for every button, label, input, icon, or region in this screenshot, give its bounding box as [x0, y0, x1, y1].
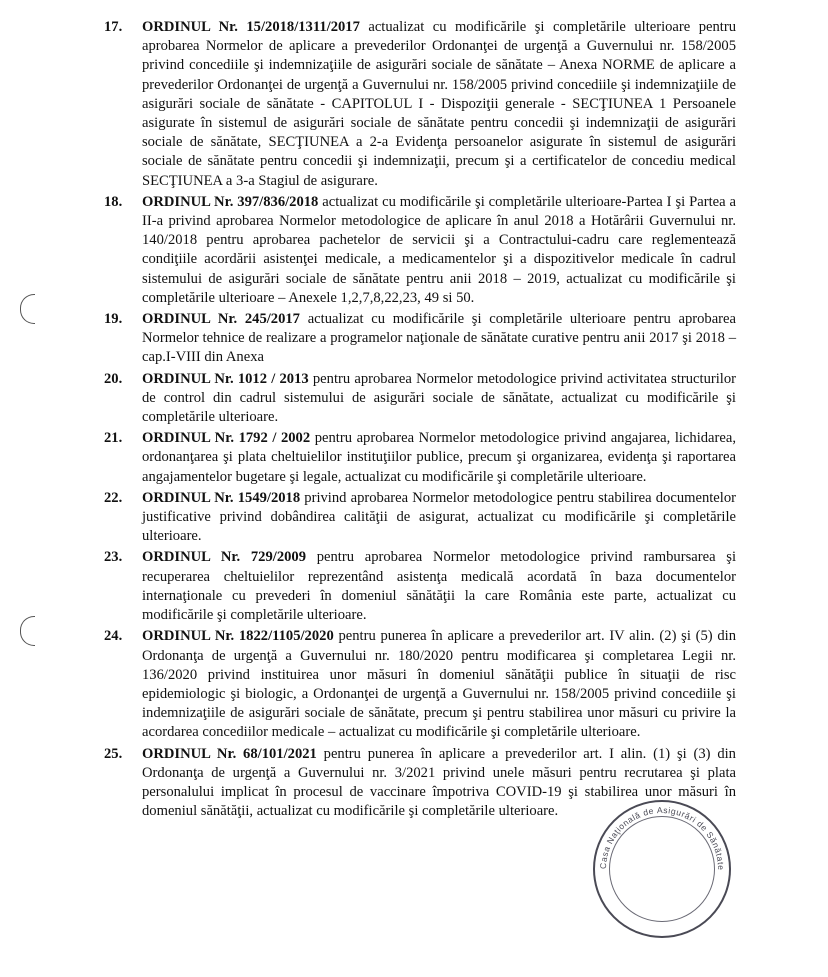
- stamp-inner-ring: [609, 816, 715, 922]
- orders-list: [104, 18, 736, 823]
- item-number: 19.: [104, 311, 123, 328]
- item-number: 21.: [104, 430, 123, 447]
- order-title: ORDINUL Nr. 68/101/2021: [142, 745, 317, 762]
- order-title: ORDINUL Nr. 1822/1105/2020: [142, 628, 334, 645]
- order-title: ORDINUL Nr. 729/2009: [142, 549, 307, 566]
- order-description: actualizat cu modificările şi completările ulterioare-Partea I şi Partea a II-a privind aprobarea Normelor metodologice de aplicare în anul 2018 a Hotărârii Guvernului nr. 140/2018 pentru aprobarea pachetelor de servicii şi a Contractului-cadru care reglementează condiţiile acordării asistenţei medicale, a medicamentelor şi a dispozitivelor medicale în cadrul sistemului de asigurări sociale de sănătate pentru anii 2018 – 2019, actualizat cu modificările şi completările ulterioare – Anexele 1,2,7,8,22,23, 49 si 50.: [142, 193, 736, 306]
- item-number: 25.: [104, 745, 123, 762]
- item-number: 17.: [104, 19, 123, 35]
- order-description: pentru punerea în aplicare a prevederilor art. I alin. (1) şi (3) din Ordonanţa de urgenţă a Guvernului nr. 3/2021 privind unele măsuri pentru recrutarea şi plata personalului implicat în procesul de vaccinare împotriva COVID-19 şi stabilirea unor măsuri în domeniul sănătăţii, actualizat cu modificările şi completările ulterioare.: [142, 745, 736, 820]
- order-description: pentru aprobarea Normelor metodologice privind activitatea structurilor de control din cadrul sistemului de asigurări sociale de sănătate, actualizat cu modificările şi completările ulterioare.: [142, 370, 736, 426]
- item-number: 18.: [104, 193, 123, 210]
- list-item: [104, 429, 736, 487]
- order-title: ORDINUL Nr. 15/2018/1311/2017: [142, 19, 360, 35]
- item-number: 22.: [104, 489, 123, 506]
- order-description: pentru aprobarea Normelor metodologice privind rambursarea şi recuperarea cheltuielilor reprezentând asistenţa medicală acordată în baza documentelor internaţionale cu prevederi în domeniul sănătăţii la care România este parte, actualizat cu modificările şi completările ulterioare.: [142, 549, 737, 624]
- order-description: actualizat cu modificările şi completările ulterioare pentru aprobarea Normelor de aplicare a prevederilor Ordonanţei de urgenţă a Guvernului nr. 158/2005 privind concediile şi indemnizaţiile de asigurări sociale de sănătate – Anexa NORME de aplicare a prevederilor Ordonanţei de urgenţă a Guvernului nr. 158/2005 privind concediile şi indemnizaţiile de asigurări sociale de sănătate - CAPITOLUL I - Dispoziţii generale - SECŢIUNEA 1 Persoanele asigurate în sistemul de asigurări sociale de sănătate pentru concedii şi indemnizaţii de asigurări sociale de sănătate, SECŢIUNEA a 2-a Evidenţa persoanelor asigurate în sistemul de asigurări sociale de sănătate pentru concedii şi indemnizaţii, precum şi a certificatelor de concediu medical SECŢIUNEA a 3-a Stagiul de asigurare.: [142, 19, 736, 189]
- list-item: [104, 193, 736, 308]
- order-title: ORDINUL Nr. 245/2017: [142, 311, 300, 328]
- item-number: 20.: [104, 370, 123, 387]
- list-item: [104, 370, 736, 428]
- item-number: 23.: [104, 549, 123, 566]
- order-description: pentru aprobarea Normelor metodologice privind angajarea, lichidarea, ordonanţarea şi plata cheltuielilor instituţiilor publice, precum şi organizarea, evidenţa şi raportarea angajamentelor bugetare şi legale, actualizat cu modificările şi completările ulterioare.: [142, 430, 736, 485]
- punch-hole-mark: [20, 294, 35, 324]
- stamp-text: Casa Naţională de Asigurări de Sănătate: [597, 804, 727, 871]
- order-title: ORDINUL Nr. 1549/2018: [142, 489, 301, 506]
- list-item: [104, 489, 736, 547]
- list-item: [104, 310, 736, 368]
- punch-hole-mark: [20, 616, 35, 646]
- list-item: [104, 548, 736, 625]
- order-description: pentru punerea în aplicare a prevederilor art. IV alin. (2) şi (5) din Ordonanţa de urgenţă a Guvernului nr. 180/2020 pentru modificarea şi completarea Legii nr. 136/2020 privind instituirea unor măsuri în domeniul sănătăţii publice în situaţii de risc epidemiologic şi biologic, a Ordonanţei de urgenţă a Guvernului nr. 158/2005 privind concediile şi indemnizaţiile de asigurări sociale de sănătate, precum şi pentru stabilirea unor măsuri cu privire la acordarea concediilor medicale – actualizat cu modificările şi completările ulterioare.: [142, 628, 736, 741]
- order-title: ORDINUL Nr. 397/836/2018: [142, 193, 319, 210]
- item-number: 24.: [104, 628, 123, 645]
- list-item: [104, 18, 736, 191]
- order-description: actualizat cu modificările şi completările ulterioare pentru aprobarea Normelor tehnice de realizare a programelor naţionale de sănătate curative pentru anii 2017 şi 2018 – cap.I-VIII din Anexa: [142, 311, 736, 366]
- list-item: [104, 745, 736, 822]
- list-item: [104, 627, 736, 742]
- order-title: ORDINUL Nr. 1012 / 2013: [142, 370, 309, 387]
- order-description: privind aprobarea Normelor metodologice pentru stabilirea documentelor justificative privind dobândirea calităţii de asigurat, actualizat cu modificările şi completările ulterioare.: [142, 489, 736, 545]
- order-title: ORDINUL Nr. 1792 / 2002: [142, 430, 311, 447]
